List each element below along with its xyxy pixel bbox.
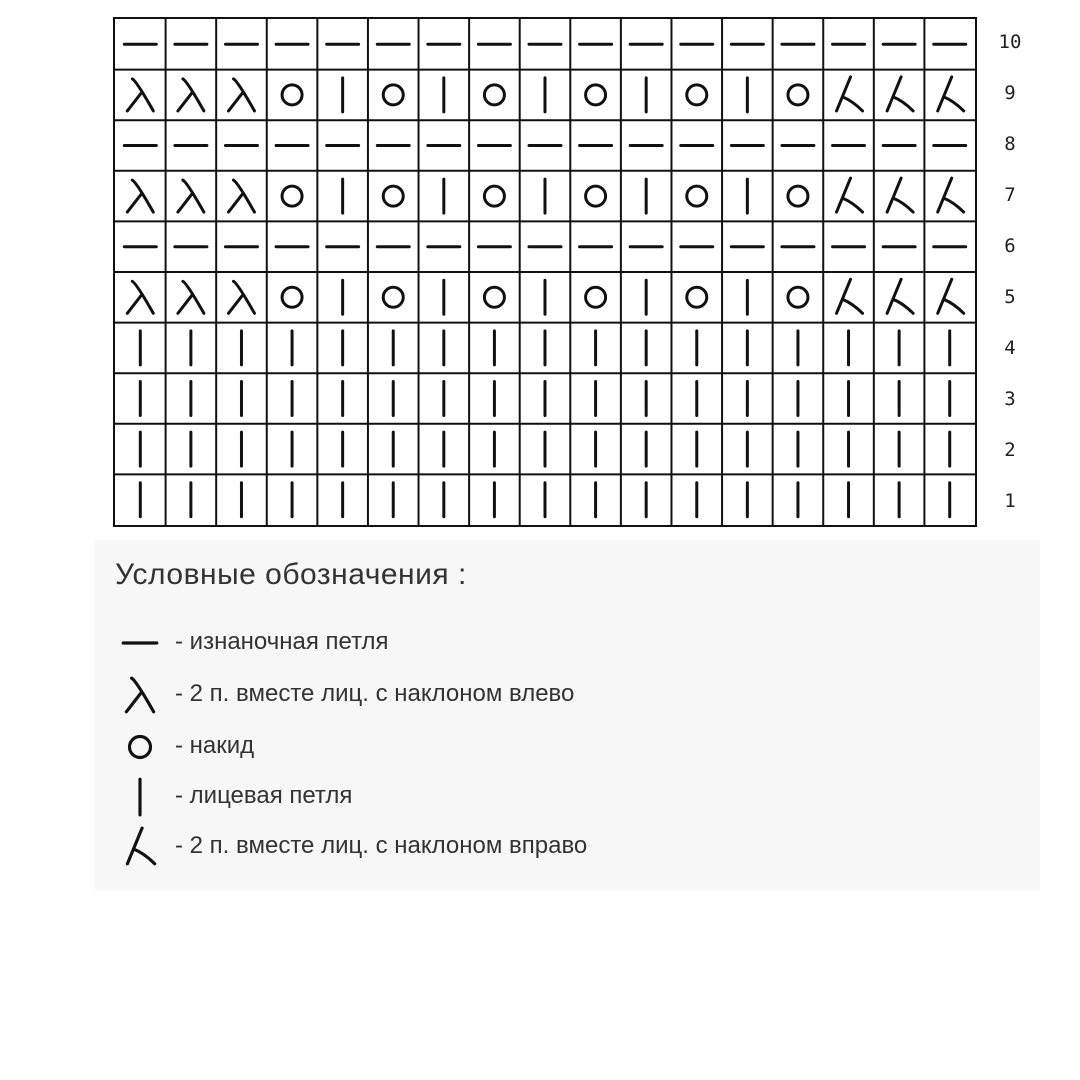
yarn-over-circle-icon (586, 85, 606, 105)
legend-item (115, 822, 815, 872)
yarn-over-circle-icon (687, 85, 707, 105)
row-number: 6 (1004, 235, 1016, 257)
legend-item (115, 618, 815, 668)
legend-item (115, 722, 815, 772)
legend-item (115, 772, 815, 822)
yarn-over-circle-icon (115, 722, 165, 772)
legend-item (115, 670, 815, 720)
k2tog-left-icon (178, 180, 204, 212)
k2tog-right-icon (115, 822, 165, 872)
k2tog-right-icon (887, 178, 913, 212)
k2tog-right-icon (887, 77, 913, 111)
k2tog-right-icon (837, 178, 863, 212)
chart-row-4 (140, 331, 949, 365)
row-number: 8 (1004, 133, 1016, 155)
yarn-over-circle-icon (586, 186, 606, 206)
k2tog-right-icon (938, 77, 964, 111)
k2tog-left-icon (178, 281, 204, 313)
k2tog-left-icon (127, 79, 153, 111)
row-number: 2 (1004, 439, 1016, 461)
row-numbers (990, 17, 1040, 527)
legend-item-label: - изнаночная петля (175, 628, 389, 655)
yarn-over-circle-icon (788, 85, 808, 105)
chart-grid (115, 19, 975, 525)
legend-item-label: - 2 п. вместе лиц. с наклоном влево (175, 680, 575, 707)
k2tog-right-icon (837, 279, 863, 313)
k2tog-left-icon (127, 281, 153, 313)
knit-bar-icon (115, 772, 165, 822)
row-number: 1 (1004, 490, 1016, 512)
legend-item-label: - лицевая петля (175, 782, 353, 809)
k2tog-left-icon (228, 180, 254, 212)
k2tog-left-icon (178, 79, 204, 111)
chart-row-7 (127, 178, 963, 213)
k2tog-left-icon (115, 670, 165, 720)
k2tog-left-icon (228, 79, 254, 111)
row-number: 5 (1004, 286, 1016, 308)
k2tog-right-icon (887, 279, 913, 313)
k2tog-right-icon (938, 178, 964, 212)
yarn-over-circle-icon (788, 287, 808, 307)
k2tog-right-icon (837, 77, 863, 111)
yarn-over-circle-icon (383, 85, 403, 105)
row-number: 9 (1004, 82, 1016, 104)
chart-row-2 (140, 432, 949, 466)
yarn-over-circle-icon (282, 287, 302, 307)
row-number: 10 (998, 31, 1022, 53)
yarn-over-circle-icon (788, 186, 808, 206)
yarn-over-circle-icon (383, 287, 403, 307)
row-number: 7 (1004, 184, 1016, 206)
chart-row-1 (140, 483, 949, 517)
yarn-over-circle-icon (282, 85, 302, 105)
legend-title: Условные обозначения : (115, 558, 467, 591)
chart-row-5 (127, 279, 963, 314)
k2tog-left-icon (228, 281, 254, 313)
yarn-over-circle-icon (484, 85, 504, 105)
legend-item-label: - накид (175, 732, 255, 759)
yarn-over-circle-icon (383, 186, 403, 206)
row-number: 4 (1004, 337, 1016, 359)
yarn-over-circle-icon (687, 186, 707, 206)
yarn-over-circle-icon (282, 186, 302, 206)
yarn-over-circle-icon (484, 186, 504, 206)
knitting-chart (113, 17, 977, 527)
legend-item-label: - 2 п. вместе лиц. с наклоном вправо (175, 832, 588, 859)
k2tog-left-icon (127, 180, 153, 212)
chart-row-3 (140, 382, 949, 416)
legend-panel (95, 540, 1040, 890)
row-number: 3 (1004, 388, 1016, 410)
chart-row-9 (127, 77, 963, 112)
yarn-over-circle-icon (687, 287, 707, 307)
yarn-over-circle-icon (484, 287, 504, 307)
yarn-over-circle-icon (586, 287, 606, 307)
purl-dash-icon (115, 618, 165, 668)
k2tog-right-icon (938, 279, 964, 313)
